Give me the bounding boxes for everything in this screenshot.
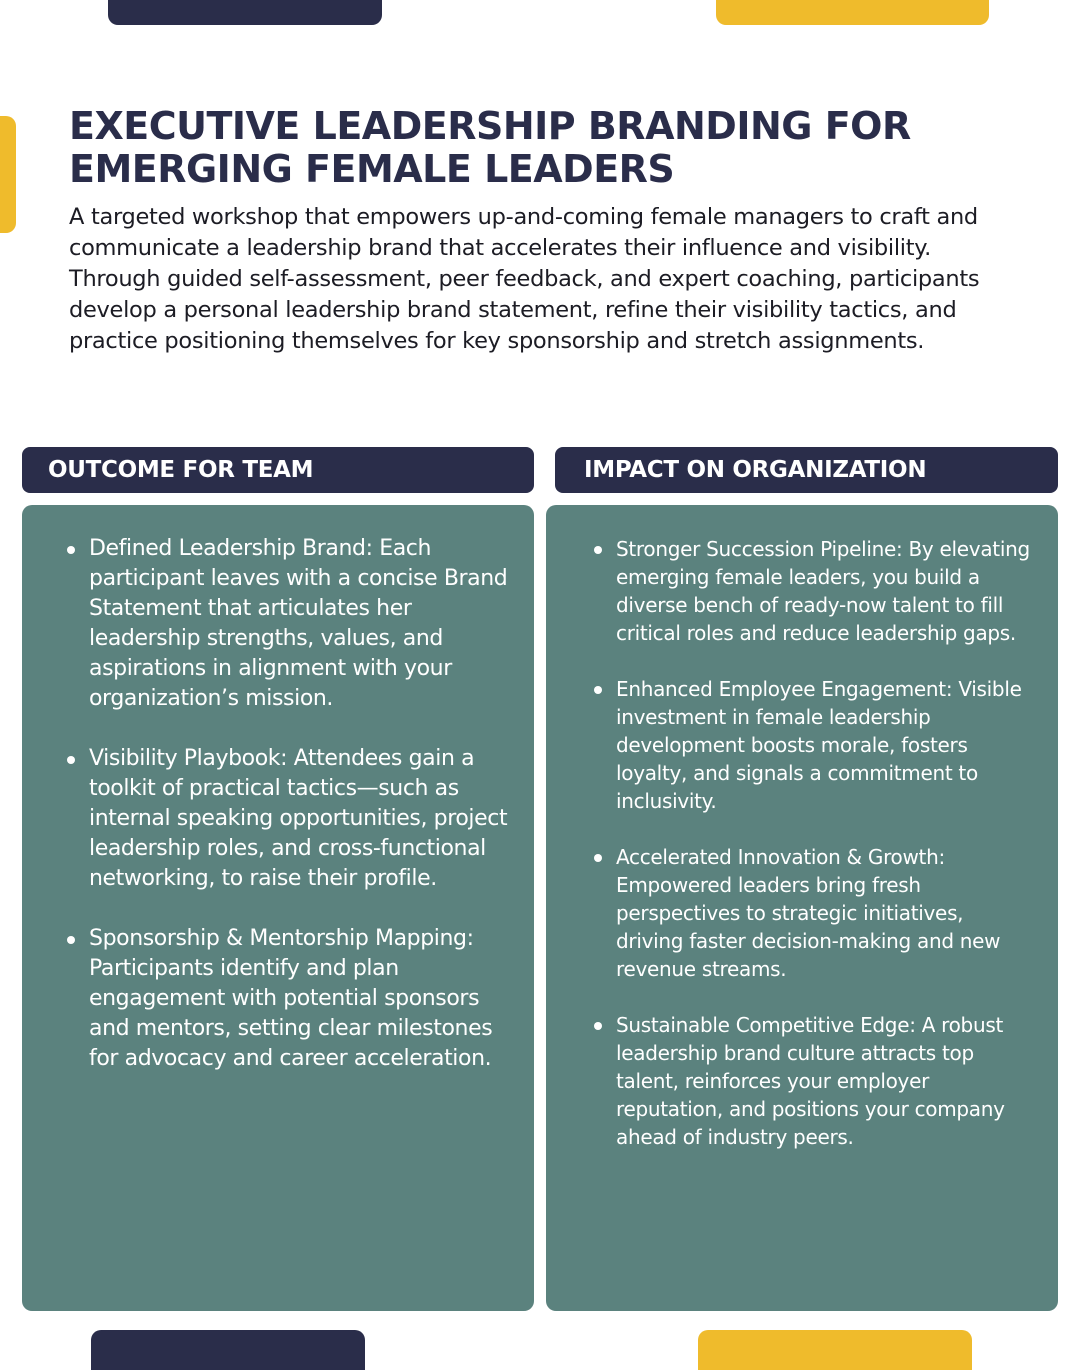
- impact-list-item: Sustainable Competitive Edge: A robust leadership brand culture attracts top talent, reinforces your employer reputation, and positions your company ahead of industry peers.: [616, 1011, 1036, 1151]
- impact-list-item: Enhanced Employee Engagement: Visible investment in female leadership development boosts morale, fosters loyalty, and signals a commitment to inclusivity.: [616, 675, 1036, 815]
- decorative-tab-yellow-left: [0, 116, 16, 233]
- impact-panel: [546, 505, 1058, 1311]
- page-title: EXECUTIVE LEADERSHIP BRANDING FOR EMERGING FEMALE LEADERS: [69, 104, 911, 191]
- outcome-list-item: Defined Leadership Brand: Each participant leaves with a concise Brand Statement that articulates her leadership strengths, values, and aspirations in alignment with your organization’s mission.: [89, 534, 519, 714]
- impact-list: [616, 535, 1036, 1179]
- outcome-panel: [22, 505, 534, 1311]
- outcome-list: [89, 534, 519, 1104]
- decorative-tab-yellow-top: [716, 0, 989, 25]
- impact-list-item: Stronger Succession Pipeline: By elevating emerging female leaders, you build a diverse bench of ready-now talent to fill critical roles and reduce leadership gaps.: [616, 535, 1036, 647]
- outcome-heading: OUTCOME FOR TEAM: [22, 447, 534, 493]
- decorative-tab-yellow-bottom: [698, 1330, 972, 1370]
- impact-heading: IMPACT ON ORGANIZATION: [555, 447, 1058, 493]
- page-description: A targeted workshop that empowers up-and-coming female managers to craft and communicate a leadership brand that accelerates their influence and visibility. Through guided self-assessment, peer feedback, and expert coaching, participants develop a personal leadership brand statement, refine their visibility tactics, and practice positioning themselves for key sponsorship and stretch assignments.: [69, 204, 980, 354]
- decorative-tab-navy-top: [108, 0, 382, 25]
- outcome-list-item: Sponsorship & Mentorship Mapping: Participants identify and plan engagement with potential sponsors and mentors, setting clear milestones for advocacy and career acceleration.: [89, 924, 519, 1074]
- decorative-tab-navy-bottom: [91, 1330, 365, 1370]
- outcome-list-item: Visibility Playbook: Attendees gain a toolkit of practical tactics—such as internal speaking opportunities, project leadership roles, and cross-functional networking, to raise their profile.: [89, 744, 519, 894]
- impact-list-item: Accelerated Innovation & Growth: Empowered leaders bring fresh perspectives to strategic initiatives, driving faster decision-making and new revenue streams.: [616, 843, 1036, 983]
